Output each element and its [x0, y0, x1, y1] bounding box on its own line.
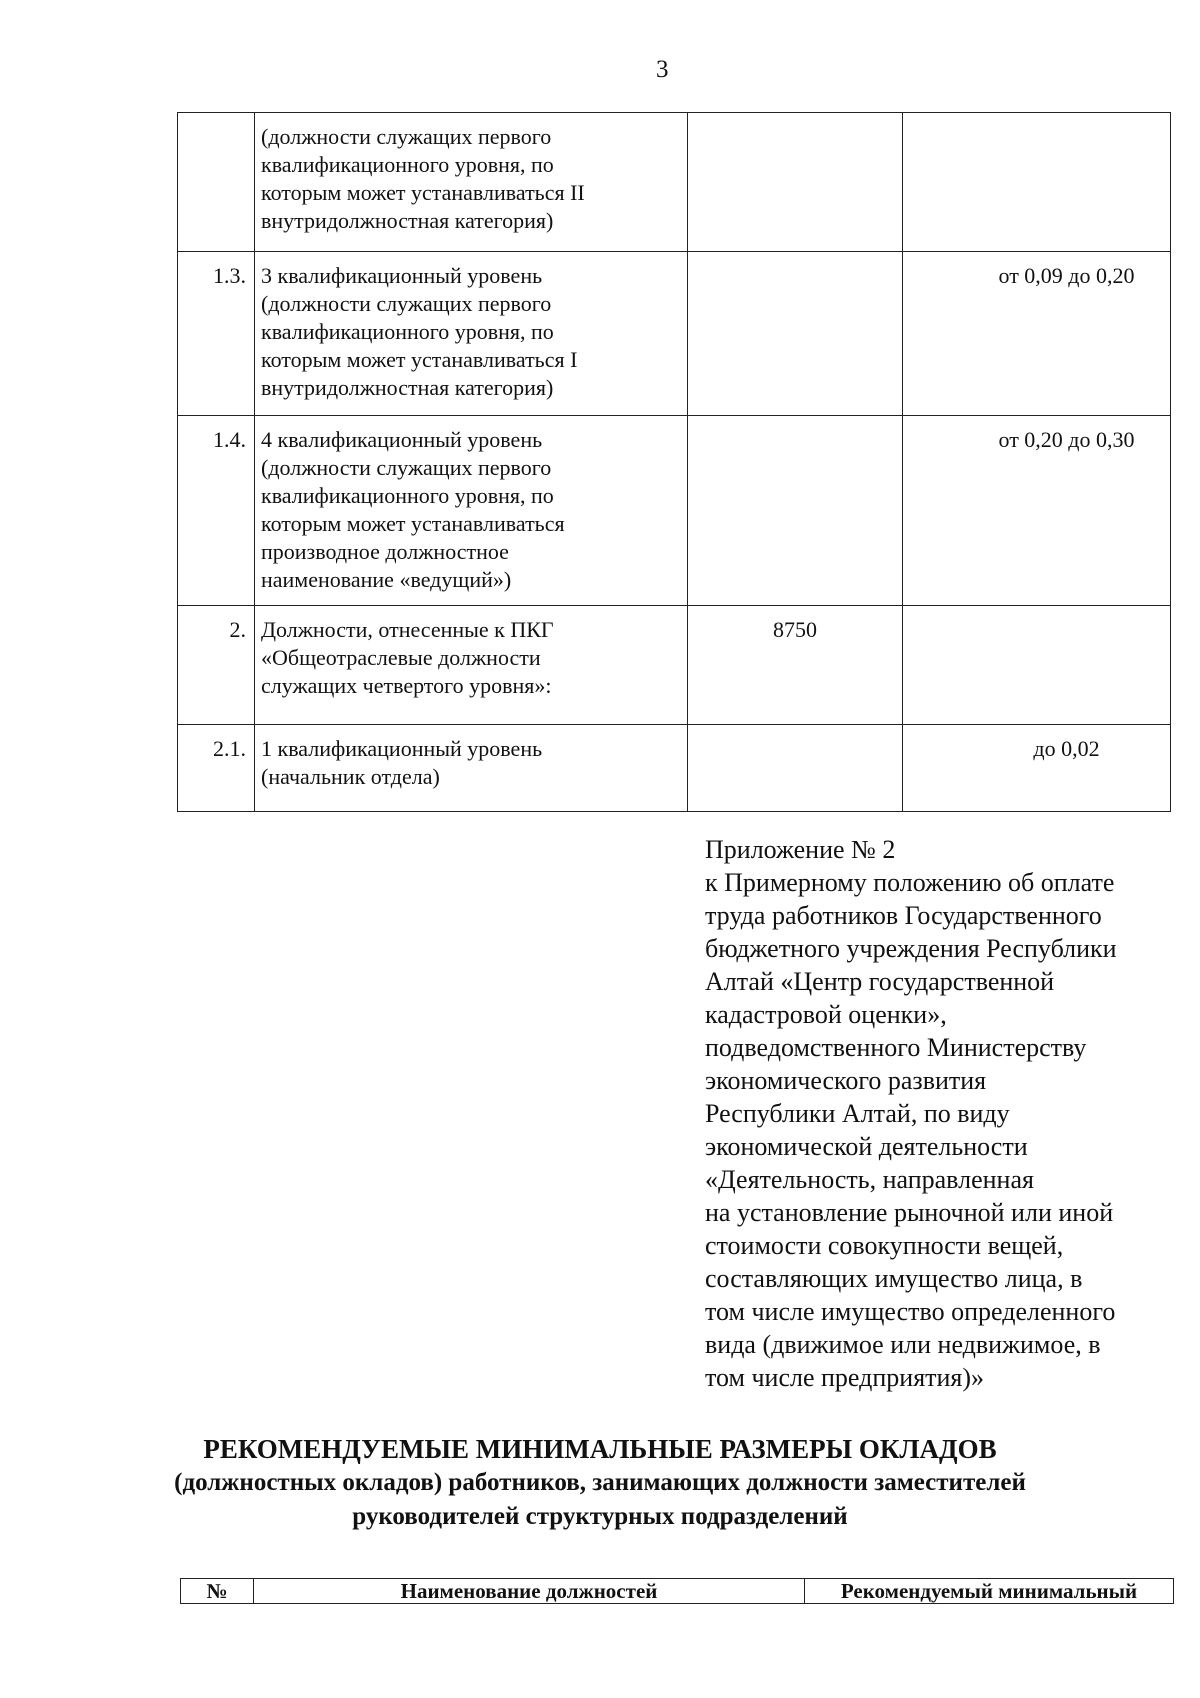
appendix-line: труда работников Государственного: [705, 901, 1102, 930]
position-name-line: служащих четвертого уровня»:: [261, 673, 552, 698]
position-name-cell: [255, 113, 688, 252]
table-row: [178, 606, 1171, 725]
title-line-1: РЕКОМЕНДУЕМЫЕ МИНИМАЛЬНЫЕ РАЗМЕРЫ ОКЛАДОВ: [203, 1434, 997, 1464]
appendix-line: экономической деятельности: [705, 1132, 1028, 1161]
position-name-line: «Общеотраслевые должности: [261, 645, 541, 670]
appendix-line: вида (движимое или недвижимое, в: [705, 1330, 1101, 1359]
position-name-line: 4 квалификационный уровень: [261, 427, 543, 452]
appendix-line: Приложение № 2: [705, 835, 896, 864]
position-name-line: которым может устанавливаться: [261, 511, 565, 536]
table-row: [178, 416, 1171, 606]
position-name-line: квалификационного уровня, по: [261, 319, 554, 344]
appendix-line: Республики Алтай, по виду: [705, 1099, 1010, 1128]
position-name-cell: [255, 252, 688, 416]
appendix-line: бюджетного учреждения Республики: [705, 934, 1117, 963]
appendix-line: том числе предприятия)»: [705, 1363, 985, 1392]
row-number: 1.3.: [178, 252, 255, 416]
salary-cell: [688, 725, 903, 812]
title-line-3: руководителей структурных подразделений: [352, 1503, 848, 1530]
row-number: 1.4.: [178, 416, 255, 606]
row-number: [178, 113, 255, 252]
appendix-line: том числе имущество определенного: [705, 1297, 1116, 1326]
appendix-line: на установление рыночной или иной: [705, 1198, 1114, 1227]
position-name-cell: [255, 606, 688, 725]
row-number: 2.1.: [178, 725, 255, 812]
coefficient-cell: от 0,20 до 0,30: [903, 416, 1171, 606]
section-title: [0, 1432, 1200, 1534]
position-name-line: квалификационного уровня, по: [261, 483, 554, 508]
table-header-row: [181, 1579, 1174, 1604]
position-name-cell: [255, 416, 688, 606]
coefficient-cell: от 0,09 до 0,20: [903, 252, 1171, 416]
position-name-line: (должности служащих первого: [261, 455, 552, 480]
position-name-line: квалификационного уровня, по: [261, 152, 554, 177]
appendix-line: кадастровой оценки»,: [705, 1000, 947, 1029]
appendix-line: экономического развития: [705, 1066, 987, 1095]
position-name-line: (начальник отдела): [261, 764, 440, 789]
coefficient-cell: [903, 606, 1171, 725]
salary-cell: 8750: [688, 606, 903, 725]
salary-cell: [688, 113, 903, 252]
appendix-line: подведомственного Министерству: [705, 1033, 1087, 1062]
appendix-line: составляющих имущество лица, в: [705, 1264, 1083, 1293]
header-position-name: Наименование должностей: [254, 1579, 805, 1604]
appendix-line: к Примерному положению об оплате: [705, 868, 1115, 897]
appendix-line: Алтай «Центр государственной: [705, 967, 1055, 996]
position-name-line: 3 квалификационный уровень: [261, 263, 543, 288]
position-name-line: которым может устанавливаться I: [261, 347, 578, 372]
appendix-line: стоимости совокупности вещей,: [705, 1231, 1064, 1260]
position-name-line: наименование «ведущий»): [261, 567, 512, 592]
position-name-line: (должности служащих первого: [261, 124, 552, 149]
appendix-note: [705, 833, 1175, 1394]
header-recommended-minimum: Рекомендуемый минимальный: [805, 1579, 1174, 1604]
appendix-line: «Деятельность, направленная: [705, 1165, 1034, 1194]
salary-coefficient-table: [177, 112, 1171, 812]
coefficient-cell: до 0,02: [903, 725, 1171, 812]
position-name-line: Должности, отнесенные к ПКГ: [261, 617, 554, 642]
position-name-cell: [255, 725, 688, 812]
position-name-line: которым может устанавливаться II: [261, 180, 585, 205]
row-number: 2.: [178, 606, 255, 725]
position-name-line: внутридолжностная категория): [261, 375, 554, 400]
table-row: [178, 252, 1171, 416]
title-line-2: (должностных окладов) работников, занимающих должности заместителей: [174, 1469, 1026, 1496]
coefficient-cell: [903, 113, 1171, 252]
salary-cell: [688, 252, 903, 416]
page-number: 3: [656, 56, 669, 83]
table-row: [178, 113, 1171, 252]
position-name-line: производное должностное: [261, 539, 509, 564]
salary-cell: [688, 416, 903, 606]
position-name-line: (должности служащих первого: [261, 291, 552, 316]
header-number: №: [181, 1579, 254, 1604]
position-name-line: 1 квалификационный уровень: [261, 736, 543, 761]
position-name-line: внутридолжностная категория): [261, 208, 554, 233]
table-row: [178, 725, 1171, 812]
deputy-salary-table: [180, 1578, 1174, 1604]
